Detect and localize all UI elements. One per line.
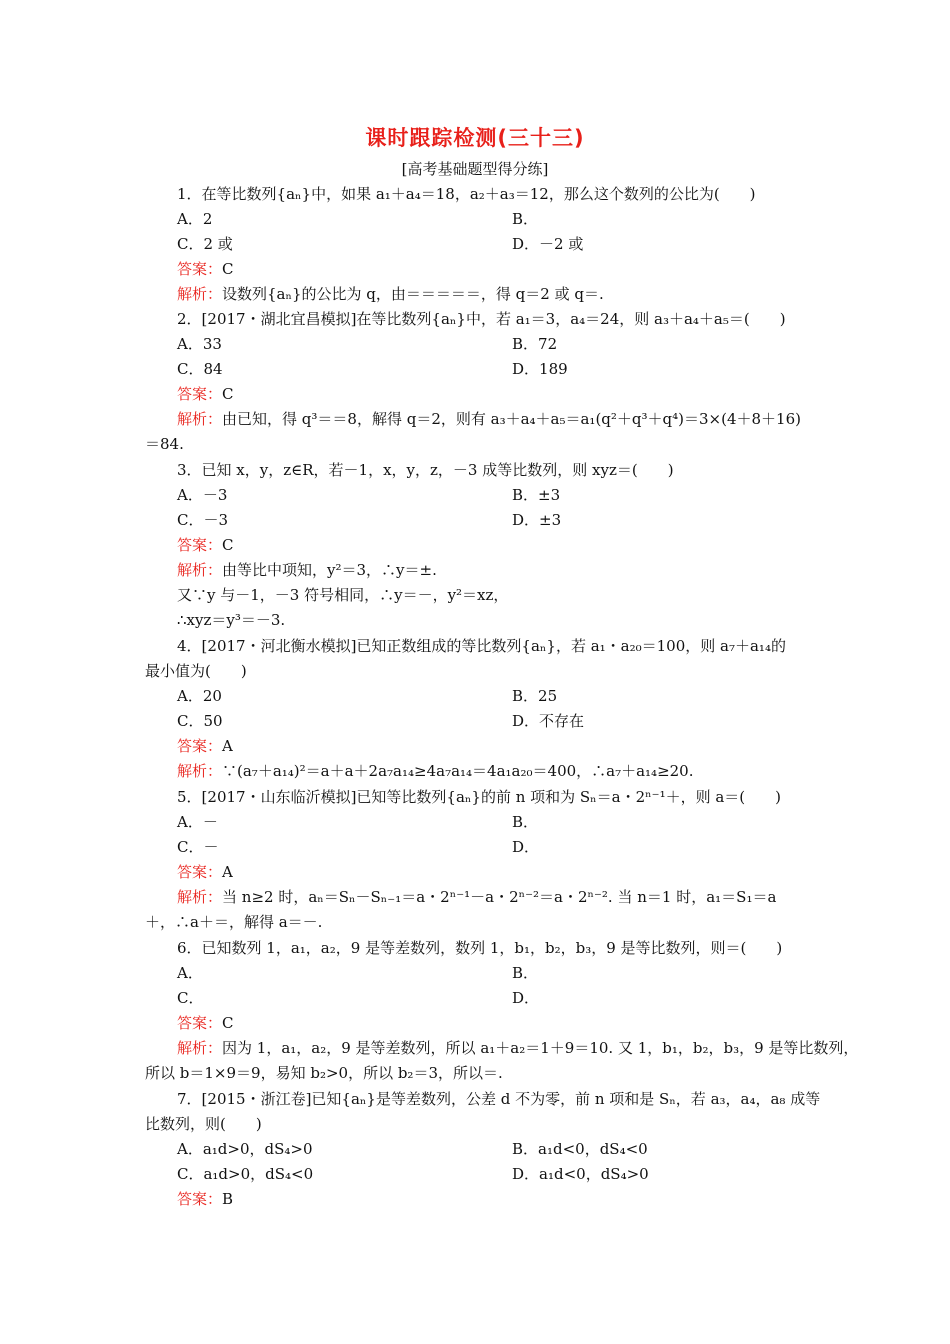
q4-answer bbox=[177, 735, 233, 756]
q7-answer bbox=[177, 1188, 233, 1209]
q3-option-c: C．－3 bbox=[177, 511, 229, 529]
q2-answer bbox=[177, 383, 234, 404]
q4-option-d: D．不存在 bbox=[512, 712, 585, 730]
analysis-text: 由等比中项知，y²＝3，∴y＝±. bbox=[222, 561, 437, 579]
q5-option-d: D． bbox=[512, 838, 540, 856]
analysis-text: 由已知，得 q³＝＝8，解得 q＝2，则有 a₃＋a₄＋a₅＝a₁(q²＋q³＋q⁴)＝3×(4＋8＋16) bbox=[222, 410, 801, 428]
answer-label: 答案： bbox=[177, 536, 223, 554]
q5-option-c: C．－ bbox=[177, 838, 219, 856]
q4-option-c: C．50 bbox=[177, 712, 223, 730]
analysis-text: 因为 1，a₁，a₂，9 是等差数列，所以 a₁＋a₂＝1＋9＝10. 又 1，b₁，b₂，b₃，9 是等比数列， bbox=[222, 1039, 859, 1057]
q2-option-b: B．72 bbox=[512, 335, 558, 353]
q3-analysis bbox=[177, 559, 437, 580]
q2-option-d: D．189 bbox=[512, 360, 568, 378]
q7-stem: 7．[2015・浙江卷]已知{aₙ}是等差数列，公差 d 不为零，前 n 项和是 Sₙ，若 a₃，a₄，a₈ 成等 bbox=[177, 1090, 821, 1108]
analysis-label: 解析： bbox=[177, 1039, 223, 1057]
q1-analysis bbox=[177, 283, 604, 304]
q5-analysis-cont: ＋，∴a＋＝，解得 a＝－. bbox=[145, 913, 323, 931]
q6-answer bbox=[177, 1012, 234, 1033]
q5-analysis bbox=[177, 886, 776, 907]
q2-option-c: C．84 bbox=[177, 360, 223, 378]
q1-option-a: A．2 bbox=[177, 210, 213, 228]
answer-value: C bbox=[222, 260, 234, 278]
answer-label: 答案： bbox=[177, 863, 223, 881]
q7-option-c: C．a₁d>0，dS₄<0 bbox=[177, 1165, 314, 1183]
q3-analysis-cont2: ∴xyz＝y³＝－3. bbox=[177, 611, 286, 629]
answer-label: 答案： bbox=[177, 260, 223, 278]
q7-stem-cont: 比数列，则( ) bbox=[145, 1115, 262, 1133]
q5-answer bbox=[177, 861, 233, 882]
answer-label: 答案： bbox=[177, 385, 223, 403]
q3-analysis-cont: 又∵y 与－1，－3 符号相同，∴y＝－，y²＝xz， bbox=[177, 586, 509, 604]
q4-stem-cont: 最小值为( ) bbox=[145, 662, 247, 680]
answer-value: B bbox=[222, 1190, 234, 1208]
q4-option-b: B．25 bbox=[512, 687, 558, 705]
q3-answer bbox=[177, 534, 234, 555]
q1-answer bbox=[177, 258, 234, 279]
answer-label: 答案： bbox=[177, 737, 223, 755]
q6-stem: 6．已知数列 1，a₁，a₂，9 是等差数列，数列 1，b₁，b₂，b₃，9 是等比数列，则＝( ) bbox=[177, 939, 783, 957]
q2-option-a: A．33 bbox=[177, 335, 222, 353]
q6-option-d: D． bbox=[512, 989, 540, 1007]
q4-stem: 4．[2017・河北衡水模拟]已知正数组成的等比数列{aₙ}，若 a₁・a₂₀＝100，则 a₇＋a₁₄的 bbox=[177, 637, 786, 655]
q1-stem: 1．在等比数列{aₙ}中，如果 a₁＋a₄＝18，a₂＋a₃＝12，那么这个数列的公比为( ) bbox=[177, 185, 756, 203]
q5-stem: 5．[2017・山东临沂模拟]已知等比数列{aₙ}的前 n 项和为 Sₙ＝a・2ⁿ⁻¹＋，则 a＝( ) bbox=[177, 788, 781, 806]
q6-option-c: C． bbox=[177, 989, 204, 1007]
page-title: 课时跟踪检测(三十三) bbox=[365, 126, 585, 150]
analysis-text: 当 n≥2 时，aₙ＝Sₙ－Sₙ₋₁＝a・2ⁿ⁻¹－a・2ⁿ⁻²＝a・2ⁿ⁻². 当 n＝1 时，a₁＝S₁＝a bbox=[222, 888, 777, 906]
q3-option-b: B．±3 bbox=[512, 486, 561, 504]
q1-option-b: B． bbox=[512, 210, 539, 228]
q6-analysis bbox=[177, 1037, 858, 1058]
answer-value: A bbox=[222, 737, 233, 755]
q7-option-b: B．a₁d<0，dS₄<0 bbox=[512, 1140, 648, 1158]
q5-option-a: A．－ bbox=[177, 813, 218, 831]
answer-value: C bbox=[222, 1014, 234, 1032]
analysis-label: 解析： bbox=[177, 888, 223, 906]
q3-option-a: A．－3 bbox=[177, 486, 228, 504]
q7-option-a: A．a₁d>0，dS₄>0 bbox=[177, 1140, 313, 1158]
q2-stem: 2．[2017・湖北宜昌模拟]在等比数列{aₙ}中，若 a₁＝3，a₄＝24，则 a₃＋a₄＋a₅＝( ) bbox=[177, 310, 786, 328]
q7-option-d: D．a₁d<0，dS₄>0 bbox=[512, 1165, 649, 1183]
q6-option-b: B． bbox=[512, 964, 539, 982]
analysis-label: 解析： bbox=[177, 285, 223, 303]
q1-option-c: C．2 或 bbox=[177, 235, 233, 253]
section-subtitle: [高考基础题型得分练] bbox=[401, 160, 549, 178]
q4-analysis bbox=[177, 760, 694, 781]
q2-analysis-cont: ＝84. bbox=[145, 435, 184, 453]
answer-value: C bbox=[222, 385, 234, 403]
answer-label: 答案： bbox=[177, 1190, 223, 1208]
analysis-label: 解析： bbox=[177, 762, 223, 780]
analysis-label: 解析： bbox=[177, 561, 223, 579]
analysis-text: ∵(a₇＋a₁₄)²＝a＋a＋2a₇a₁₄≥4a₇a₁₄＝4a₁a₂₀＝400，∴a₇＋a₁₄≥20. bbox=[222, 762, 694, 780]
q3-stem: 3．已知 x，y，z∈R，若－1，x，y，z，－3 成等比数列，则 xyz＝( ) bbox=[177, 461, 674, 479]
q1-option-d: D．－2 或 bbox=[512, 235, 584, 253]
q2-analysis bbox=[177, 408, 801, 429]
q3-option-d: D．±3 bbox=[512, 511, 562, 529]
q5-option-b: B． bbox=[512, 813, 539, 831]
q4-option-a: A．20 bbox=[177, 687, 222, 705]
q6-analysis-cont: 所以 b＝1×9＝9，易知 b₂>0，所以 b₂＝3，所以＝. bbox=[145, 1064, 503, 1082]
answer-value: A bbox=[222, 863, 233, 881]
answer-label: 答案： bbox=[177, 1014, 223, 1032]
q6-option-a: A． bbox=[177, 964, 203, 982]
analysis-label: 解析： bbox=[177, 410, 223, 428]
answer-value: C bbox=[222, 536, 234, 554]
analysis-text: 设数列{aₙ}的公比为 q，由＝＝＝＝＝，得 q＝2 或 q＝. bbox=[222, 285, 604, 303]
